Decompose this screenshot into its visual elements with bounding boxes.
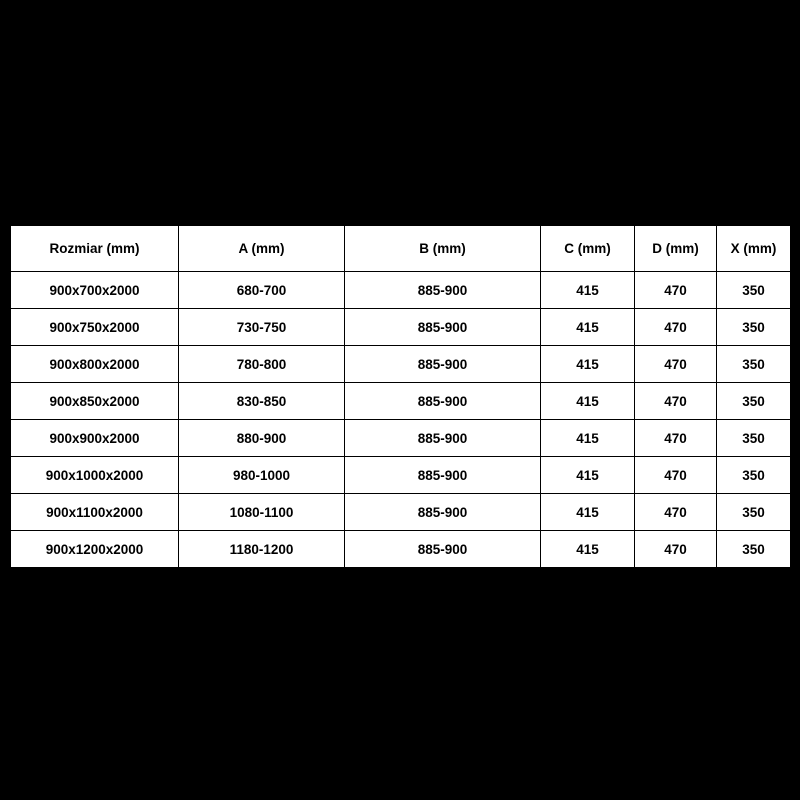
spec-table-container	[10, 225, 790, 568]
cell-size: 900x1000x2000	[11, 457, 179, 494]
cell-x: 350	[717, 531, 791, 568]
cell-x: 350	[717, 346, 791, 383]
cell-x: 350	[717, 420, 791, 457]
column-header-a: A (mm)	[179, 226, 345, 272]
cell-a: 1080-1100	[179, 494, 345, 531]
table-row	[11, 383, 791, 420]
cell-size: 900x800x2000	[11, 346, 179, 383]
cell-d: 470	[635, 420, 717, 457]
table-row	[11, 531, 791, 568]
cell-a: 680-700	[179, 272, 345, 309]
cell-c: 415	[541, 383, 635, 420]
cell-x: 350	[717, 383, 791, 420]
cell-a: 1180-1200	[179, 531, 345, 568]
cell-b: 885-900	[345, 420, 541, 457]
cell-d: 470	[635, 457, 717, 494]
cell-c: 415	[541, 531, 635, 568]
cell-b: 885-900	[345, 272, 541, 309]
table-row	[11, 309, 791, 346]
table-row	[11, 420, 791, 457]
cell-size: 900x750x2000	[11, 309, 179, 346]
table-row	[11, 457, 791, 494]
table-row	[11, 272, 791, 309]
cell-b: 885-900	[345, 309, 541, 346]
cell-d: 470	[635, 531, 717, 568]
table-row	[11, 346, 791, 383]
cell-b: 885-900	[345, 457, 541, 494]
table-header-row	[11, 226, 791, 272]
cell-c: 415	[541, 346, 635, 383]
cell-size: 900x850x2000	[11, 383, 179, 420]
cell-size: 900x1200x2000	[11, 531, 179, 568]
cell-d: 470	[635, 494, 717, 531]
cell-c: 415	[541, 420, 635, 457]
column-header-b: B (mm)	[345, 226, 541, 272]
cell-a: 730-750	[179, 309, 345, 346]
cell-d: 470	[635, 309, 717, 346]
cell-b: 885-900	[345, 346, 541, 383]
cell-c: 415	[541, 457, 635, 494]
cell-c: 415	[541, 309, 635, 346]
cell-d: 470	[635, 272, 717, 309]
column-header-c: C (mm)	[541, 226, 635, 272]
table-row	[11, 494, 791, 531]
cell-x: 350	[717, 309, 791, 346]
column-header-x: X (mm)	[717, 226, 791, 272]
cell-c: 415	[541, 494, 635, 531]
cell-x: 350	[717, 272, 791, 309]
cell-size: 900x1100x2000	[11, 494, 179, 531]
cell-a: 830-850	[179, 383, 345, 420]
specification-table	[10, 225, 791, 568]
cell-size: 900x900x2000	[11, 420, 179, 457]
cell-a: 980-1000	[179, 457, 345, 494]
cell-b: 885-900	[345, 531, 541, 568]
cell-c: 415	[541, 272, 635, 309]
cell-a: 780-800	[179, 346, 345, 383]
cell-a: 880-900	[179, 420, 345, 457]
column-header-rozmiar: Rozmiar (mm)	[11, 226, 179, 272]
cell-x: 350	[717, 457, 791, 494]
cell-b: 885-900	[345, 494, 541, 531]
cell-d: 470	[635, 346, 717, 383]
cell-x: 350	[717, 494, 791, 531]
cell-d: 470	[635, 383, 717, 420]
column-header-d: D (mm)	[635, 226, 717, 272]
cell-b: 885-900	[345, 383, 541, 420]
cell-size: 900x700x2000	[11, 272, 179, 309]
